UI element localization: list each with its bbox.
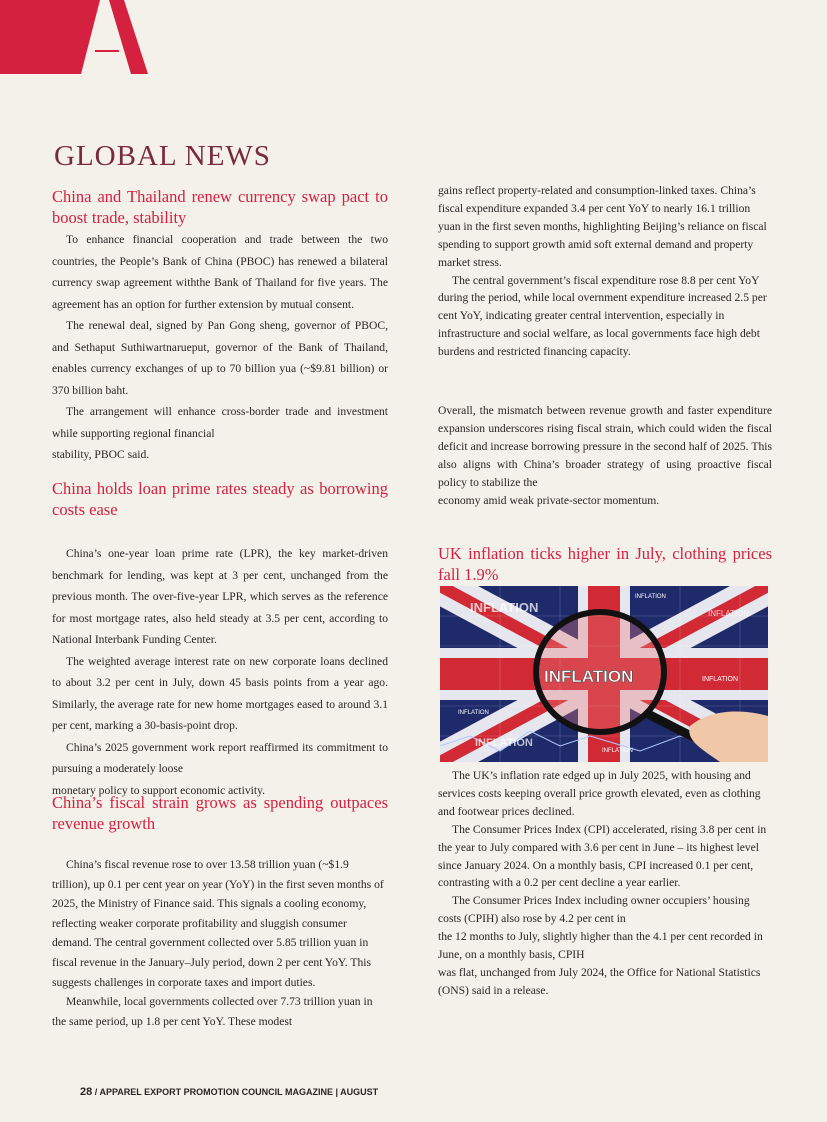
image-word: INFLATION: [702, 676, 739, 683]
headline-text: UK inflation ticks higher in July, clothing prices fall 1.9%: [438, 544, 772, 584]
article-headline: [52, 478, 388, 520]
inflation-image: [440, 586, 768, 762]
article-body: [438, 767, 772, 1000]
page-number: 28: [80, 1086, 93, 1098]
paragraph: To enhance financial cooperation and trade between the two countries, the People’s Bank of China (PBOC) has renewed a bilateral currency swap agreement withthe Bank of Thailand for five years. The agreement has an option for further extension by mutual consent.: [52, 233, 388, 311]
image-word: INFLATION: [458, 710, 489, 716]
article-body: [52, 543, 388, 801]
paragraph: The arrangement will enhance cross-border trade and investment while supporting regional financial: [52, 405, 388, 440]
paragraph: economy amid weak private-sector momentum.: [438, 493, 660, 507]
paragraph: the 12 months to July, slightly higher than the 4.1 per cent recorded in June, on a monthly basis, CPIH: [438, 930, 763, 962]
paragraph: The weighted average interest rate on new corporate loans declined to about 3.2 per cent in July, down 45 basis points from a year ago. Similarly, the average rate for new home mortgages eased to around 3.1 per cent, marking a 30-basis-point drop.: [52, 654, 388, 732]
paragraph: gains reflect property-related and consumption-linked taxes. China’s fiscal expenditure expanded 3.4 per cent YoY to nearly 16.1 trillion yuan in the first seven months, highlighting Beijing’s reliance on fiscal spending to support growth amid soft external demand and property market stress.: [438, 184, 767, 269]
image-word: INFLATION: [708, 609, 750, 618]
section-title: GLOBAL NEWS: [54, 140, 271, 172]
image-word: INFLATION: [544, 667, 634, 686]
paragraph: China’s one-year loan prime rate (LPR), the key market-driven benchmark for lending, was kept at 3 per cent, unchanged from the previous month. The over-five-year LPR, which serves as the reference for most mortgage rates, also held steady at 3.5 per cent, according to National Interbank Funding Center.: [52, 547, 388, 646]
headline-text: China holds loan prime rates steady as borrowing costs ease: [52, 479, 388, 519]
headline-text: China’s fiscal strain grows as spending outpaces revenue growth: [52, 793, 388, 833]
paragraph: The renewal deal, signed by Pan Gong sheng, governor of PBOC, and Sethaput Suthiwartnarueput, governor of the Bank of Thailand, enables currency exchanges of up to 70 billion yua (~$9.81 billion) or 370 billion baht.: [52, 319, 388, 397]
paragraph: was flat, unchanged from July 2024, the Office for National Statistics (ONS) said in a release.: [438, 965, 761, 997]
paragraph: monetary policy to support economic activity.: [52, 783, 266, 797]
page-footer: [80, 1086, 378, 1098]
image-word: INFLATION: [475, 737, 533, 749]
magazine-logo: [0, 0, 160, 80]
paragraph: China’s 2025 government work report reaffirmed its commitment to pursuing a moderately loose: [52, 740, 388, 775]
paragraph: The central government’s fiscal expenditure rose 8.8 per cent YoY during the period, while local overnment expenditure increased 2.5 per cent YoY, indicating greater central intervention, especially in infrastructure and social welfare, as local governments face high debt burdens and restricted financing capacity.: [438, 273, 767, 359]
paragraph: The UK’s inflation rate edged up in July 2025, with housing and services costs keeping overall price growth elevated, even as clothing and footwear prices declined.: [438, 769, 761, 818]
paragraph: Meanwhile, local governments collected over 7.73 trillion yuan in the same period, up 1.8 per cent YoY. These modest: [52, 995, 373, 1028]
paragraph: China’s fiscal revenue rose to over 13.58 trillion yuan (~$1.9 trillion), up 0.1 per cent year on year (YoY) in the first seven months of 2025, the Ministry of Finance said. This signals a cooling economy, reflecting weaker corporate profitability and sluggish consumer demand. The central government collected over 5.85 trillion yuan in fiscal revenue in the January–July period, down 2 per cent YoY. This suggests challenges in corporate taxes and import duties.: [52, 858, 384, 989]
paragraph: Overall, the mismatch between revenue growth and faster expenditure expansion underscores rising fiscal strain, which could widen the fiscal deficit and increase borrowing pressure in the second half of 2025. This also aligns with China’s broader strategy of using proactive fiscal policy to stabilize the: [438, 404, 772, 489]
article-body-continued: [438, 182, 772, 361]
image-word: INFLATION: [602, 748, 633, 754]
article-body: [52, 229, 388, 466]
image-word: INFLATION: [470, 600, 539, 615]
article-headline: [438, 543, 772, 585]
article-headline: [52, 186, 388, 228]
paragraph: The Consumer Prices Index (CPI) accelerated, rising 3.8 per cent in the year to July compared with 3.6 per cent in June – its highest level since January 2024. On a monthly basis, CPI increased 0.1 per cent, contrasting with a 0.2 per cent decline a year earlier.: [438, 822, 767, 890]
image-word: INFLATION: [635, 594, 666, 600]
paragraph: The Consumer Prices Index including owner occupiers’ housing costs (CPIH) also rose by 4.2 per cent in: [438, 894, 750, 926]
headline-text: China and Thailand renew currency swap pact to boost trade, stability: [52, 187, 388, 227]
article-body-continued: [438, 402, 772, 509]
article-headline: [52, 792, 388, 834]
footer-text: APPAREL EXPORT PROMOTION COUNCIL MAGAZINE | AUGUST: [99, 1087, 379, 1097]
article-body: [52, 855, 388, 1031]
footer-separator: /: [94, 1087, 98, 1097]
paragraph: stability, PBOC said.: [52, 448, 150, 461]
